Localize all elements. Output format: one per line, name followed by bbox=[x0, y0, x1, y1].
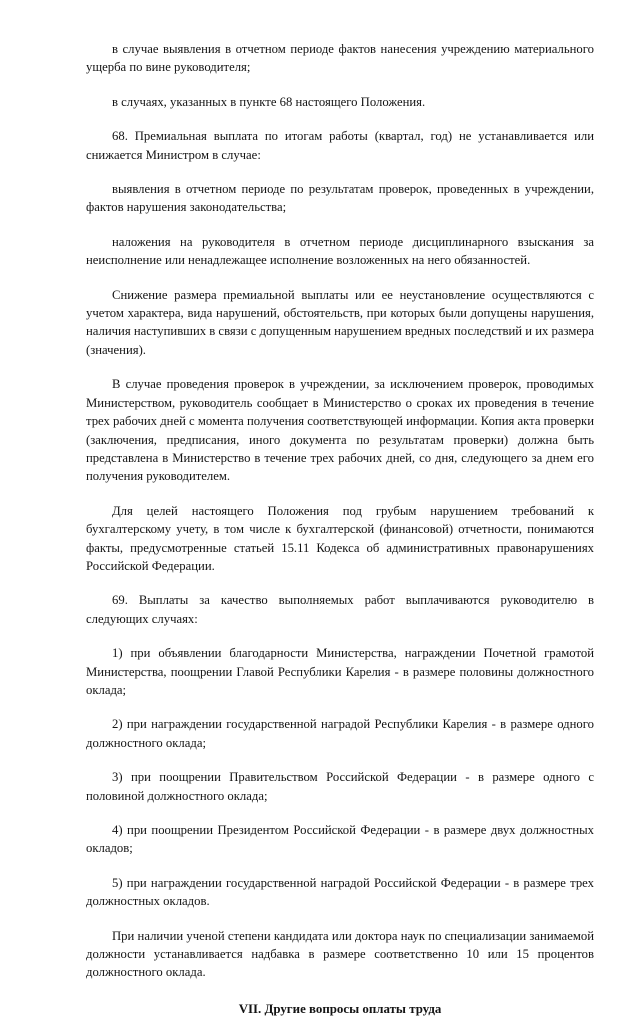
list-item-4: 4) при поощрении Президентом Российской Федерации - в размере двух должностных окладов; bbox=[86, 823, 594, 856]
document-body bbox=[86, 40, 594, 1018]
paragraph-69-quality-payments: 69. Выплаты за качество выполняемых работ выплачиваются руководителю в следующих случаях: bbox=[86, 593, 594, 626]
paragraph-disciplinary-penalty: наложения на руководителя в отчетном периоде дисциплинарного взыскания за неисполнение или ненадлежащее исполнение возложенных на него обязанностей. bbox=[86, 234, 594, 268]
list-item-2: 2) при награждении государственной наградой Республики Карелия - в размере одного должностного оклада; bbox=[86, 717, 594, 750]
list-item-3: 3) при поощрении Правительством Российской Федерации - в размере одного с половиной должностного оклада; bbox=[86, 770, 594, 803]
section-heading: VII. Другие вопросы оплаты труда bbox=[238, 1001, 442, 1016]
list-item-5: 5) при награждении государственной наградой Российской Федерации - в размере трех должностных окладов. bbox=[86, 875, 594, 909]
paragraph-material-damage: в случае выявления в отчетном периоде фактов нанесения учреждению материального ущерба по вине руководителя; bbox=[86, 42, 594, 75]
paragraph-academic-degree: При наличии ученой степени кандидата или доктора наук по специализации занимаемой должности устанавливается надбавка в размере соответственно 10 или 15 процентов должностного оклада. bbox=[86, 928, 594, 980]
list-item-1: 1) при объявлении благодарности Министерства, награждении Почетной грамотой Министерства, поощрении Главой Республики Карелия - в размере половины должностного оклада; bbox=[86, 646, 594, 697]
paragraph-inspections: В случае проведения проверок в учреждении, за исключением проверок, проводимых Министерством, руководитель сообщает в Министерство о сроках их проведения в течение трех рабочих дней с момента получения соответствующей информации. Копия акта проверки (заключения, предписания, иного документа по результатам проверки) должна быть представлена в Министерство в течение трех рабочих дней, со дня, следующего за днем его получения руководителем. bbox=[86, 377, 594, 484]
paragraph-cases-item-68: в случаях, указанных в пункте 68 настоящего Положения. bbox=[112, 94, 426, 109]
paragraph-law-violations: выявления в отчетном периоде по результатам проверок, проведенных в учреждении, фактов нарушения законодательства; bbox=[86, 182, 594, 215]
paragraph-gross-violation: Для целей настоящего Положения под грубым нарушением требований к бухгалтерскому учету, в том числе к бухгалтерской (финансовой) отчетности, понимаются факты, предусмотренные статьей 15.11 Кодекса об административных правонарушениях Российской Федерации. bbox=[86, 503, 594, 573]
paragraph-68-bonus-not-set: 68. Премиальная выплата по итогам работы (квартал, год) не устанавливается или снижается Министром в случае: bbox=[86, 129, 594, 162]
paragraph-bonus-reduction: Снижение размера премиальной выплаты или ее неустановление осуществляются с учетом характера, вида нарушений, обстоятельств, при которых были допущены нарушения, наличия наступивших в связи с допущенным нарушением вредных последствий и их размера (значения). bbox=[86, 287, 594, 357]
